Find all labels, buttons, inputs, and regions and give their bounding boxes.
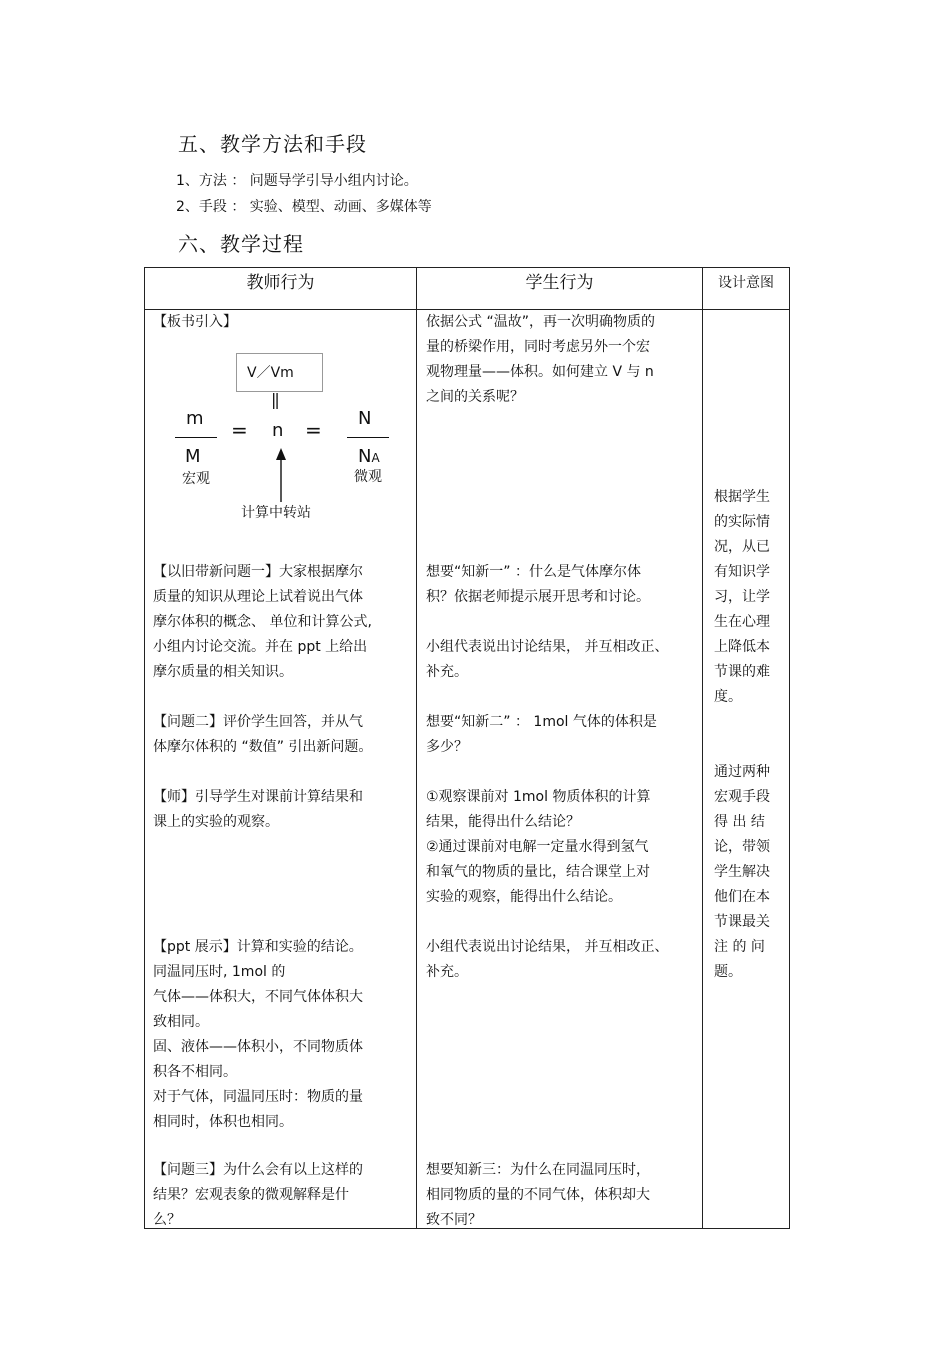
text-line: 根据学生 xyxy=(714,489,770,505)
text-line: 节课最关 xyxy=(714,914,770,930)
text-line: 的实际情 xyxy=(714,514,770,530)
student-block-discuss1 xyxy=(426,635,668,685)
double-bar: || xyxy=(271,390,278,409)
text-line: ②通过课前对电解一定量水得到氢气 xyxy=(426,839,649,855)
equals-right: = xyxy=(305,418,322,442)
text-line: 习，让学 xyxy=(714,589,770,605)
text-line: 他们在本 xyxy=(714,889,770,905)
text-line: 想要“知新二” ： 1mol 气体的体积是 xyxy=(426,714,657,730)
text-line: 积？依据老师提示展开思考和讨论。 xyxy=(426,589,650,605)
text-line: 质量的知识从理论上试着说出气体 xyxy=(153,589,363,605)
text-line: 和氧气的物质的量比，结合课堂上对 xyxy=(426,864,650,880)
text-line: 度。 xyxy=(714,689,742,705)
denominator-NA xyxy=(358,446,380,467)
text-line: 么？ xyxy=(153,1212,181,1228)
text-line: 小组代表说出讨论结果， 并互相改正、 xyxy=(426,639,669,655)
text-line: 相同物质的量的不同气体，体积却大 xyxy=(426,1187,650,1203)
text-line: 补充。 xyxy=(426,664,468,680)
teacher-block-question2 xyxy=(153,710,372,760)
student-block-new2 xyxy=(426,710,657,760)
text-line: 实验的观察，能得出什么结论。 xyxy=(426,889,622,905)
teacher-block-guide xyxy=(153,785,363,835)
text-line: 补充。 xyxy=(426,964,468,980)
text-line: 结果？宏观表象的微观解释是什 xyxy=(153,1187,349,1203)
text-line: 体摩尔体积的 “数值” 引出新问题。 xyxy=(153,739,373,755)
student-block-new3 xyxy=(426,1158,650,1233)
text-line: 节课的难 xyxy=(714,664,770,680)
teacher-block-ppt xyxy=(153,935,363,1135)
mole-n: n xyxy=(272,420,284,441)
intro-tag: 【板书引入】 xyxy=(153,314,237,330)
design-block-2 xyxy=(714,760,770,985)
up-arrow-icon xyxy=(273,448,289,504)
fraction-bar-right xyxy=(347,437,389,438)
text-line: 摩尔体积的概念、 单位和计算公式, xyxy=(153,614,372,630)
text-line: 【以旧带新问题一】大家根据摩尔 xyxy=(153,564,363,580)
vvm-label: V／Vm xyxy=(247,365,294,381)
text-line: 得 出 结 xyxy=(714,814,765,830)
teacher-block-question3 xyxy=(153,1158,363,1233)
header-design: 设计意图 xyxy=(703,268,790,310)
macro-label: 宏观 xyxy=(182,471,210,487)
text-line: 积各不相同。 xyxy=(153,1064,237,1080)
design-column xyxy=(703,310,790,1229)
text-line: 有知识学 xyxy=(714,564,770,580)
micro-label: 微观 xyxy=(354,469,382,485)
student-column xyxy=(417,310,703,1229)
text-line: 论，带领 xyxy=(714,839,770,855)
equals-left: = xyxy=(231,418,248,442)
text-line: ①观察课前对 1mol 物质体积的计算 xyxy=(426,789,651,805)
section6-heading: 六、教学过程 xyxy=(178,232,304,256)
text-line: 小组内讨论交流。并在 ppt 上给出 xyxy=(153,639,368,655)
text-line: 上降低本 xyxy=(714,639,770,655)
text-line: 相同时，体积也相同。 xyxy=(153,1114,293,1130)
text-line: 同温同压时, 1mol 的 xyxy=(153,964,286,980)
text-line: 【问题三】为什么会有以上这样的 xyxy=(153,1162,363,1178)
fraction-bar-left xyxy=(175,437,217,438)
text-line: 致相同。 xyxy=(153,1014,209,1030)
teacher-column xyxy=(145,310,417,1229)
means-line: 2、手段 ： 实验、模型、动画、多媒体等 xyxy=(176,199,432,215)
text-line: 小组代表说出讨论结果， 并互相改正、 xyxy=(426,939,669,955)
design-block-1 xyxy=(714,485,770,710)
text-line: 气体——体积大，不同气体体积大 xyxy=(153,989,363,1005)
teaching-process-table xyxy=(144,267,790,1229)
text-line: 况，从已 xyxy=(714,539,770,555)
text-line: 之间的关系呢？ xyxy=(426,389,524,405)
text-line: 摩尔质量的相关知识。 xyxy=(153,664,293,680)
student-block-discuss2 xyxy=(426,935,668,985)
na-letter-n: N xyxy=(358,446,372,467)
text-line: 题。 xyxy=(714,964,742,980)
na-subscript-a: A xyxy=(371,451,380,465)
text-line: 观物理量——体积。如何建立 V 与 n xyxy=(426,364,654,380)
text-line: 课上的实验的观察。 xyxy=(153,814,279,830)
text-line: 多少？ xyxy=(426,739,468,755)
text-line: 【师】引导学生对课前计算结果和 xyxy=(153,789,363,805)
text-line: 想要知新三：为什么在同温同压时， xyxy=(426,1162,650,1178)
text-line: 固、液体——体积小，不同物质体 xyxy=(153,1039,363,1055)
teacher-block-question1 xyxy=(153,560,372,685)
text-line: 宏观手段 xyxy=(714,789,770,805)
text-line: 注 的 问 xyxy=(714,939,765,955)
text-line: 【问题二】评价学生回答，并从气 xyxy=(153,714,363,730)
text-line: 量的桥梁作用，同时考虑另外一个宏 xyxy=(426,339,650,355)
header-teacher: 教师行为 xyxy=(145,268,417,310)
text-line: 对于气体，同温同压时：物质的量 xyxy=(153,1089,363,1105)
method-line: 1、方法 ： 问题导学引导小组内讨论。 xyxy=(176,173,418,189)
section5-heading: 五、教学方法和手段 xyxy=(178,132,367,156)
header-student: 学生行为 xyxy=(417,268,703,310)
text-line: 生在心理 xyxy=(714,614,770,630)
text-line: 结果，能得出什么结论？ xyxy=(426,814,580,830)
numerator-m: m xyxy=(186,408,204,429)
text-line: 学生解决 xyxy=(714,864,770,880)
text-line: 致不同？ xyxy=(426,1212,482,1228)
student-block-review xyxy=(426,310,655,410)
text-line: 通过两种 xyxy=(714,764,770,780)
denominator-M: M xyxy=(185,446,201,467)
numerator-N: N xyxy=(358,408,372,429)
text-line: 【ppt 展示】计算和实验的结论。 xyxy=(153,939,363,955)
text-line: 想要“知新一” ：什么是气体摩尔体 xyxy=(426,564,641,580)
station-label: 计算中转站 xyxy=(241,505,311,521)
student-block-new1 xyxy=(426,560,650,610)
student-block-observe xyxy=(426,785,650,910)
text-line: 依据公式 “温故”，再一次明确物质的 xyxy=(426,314,655,330)
